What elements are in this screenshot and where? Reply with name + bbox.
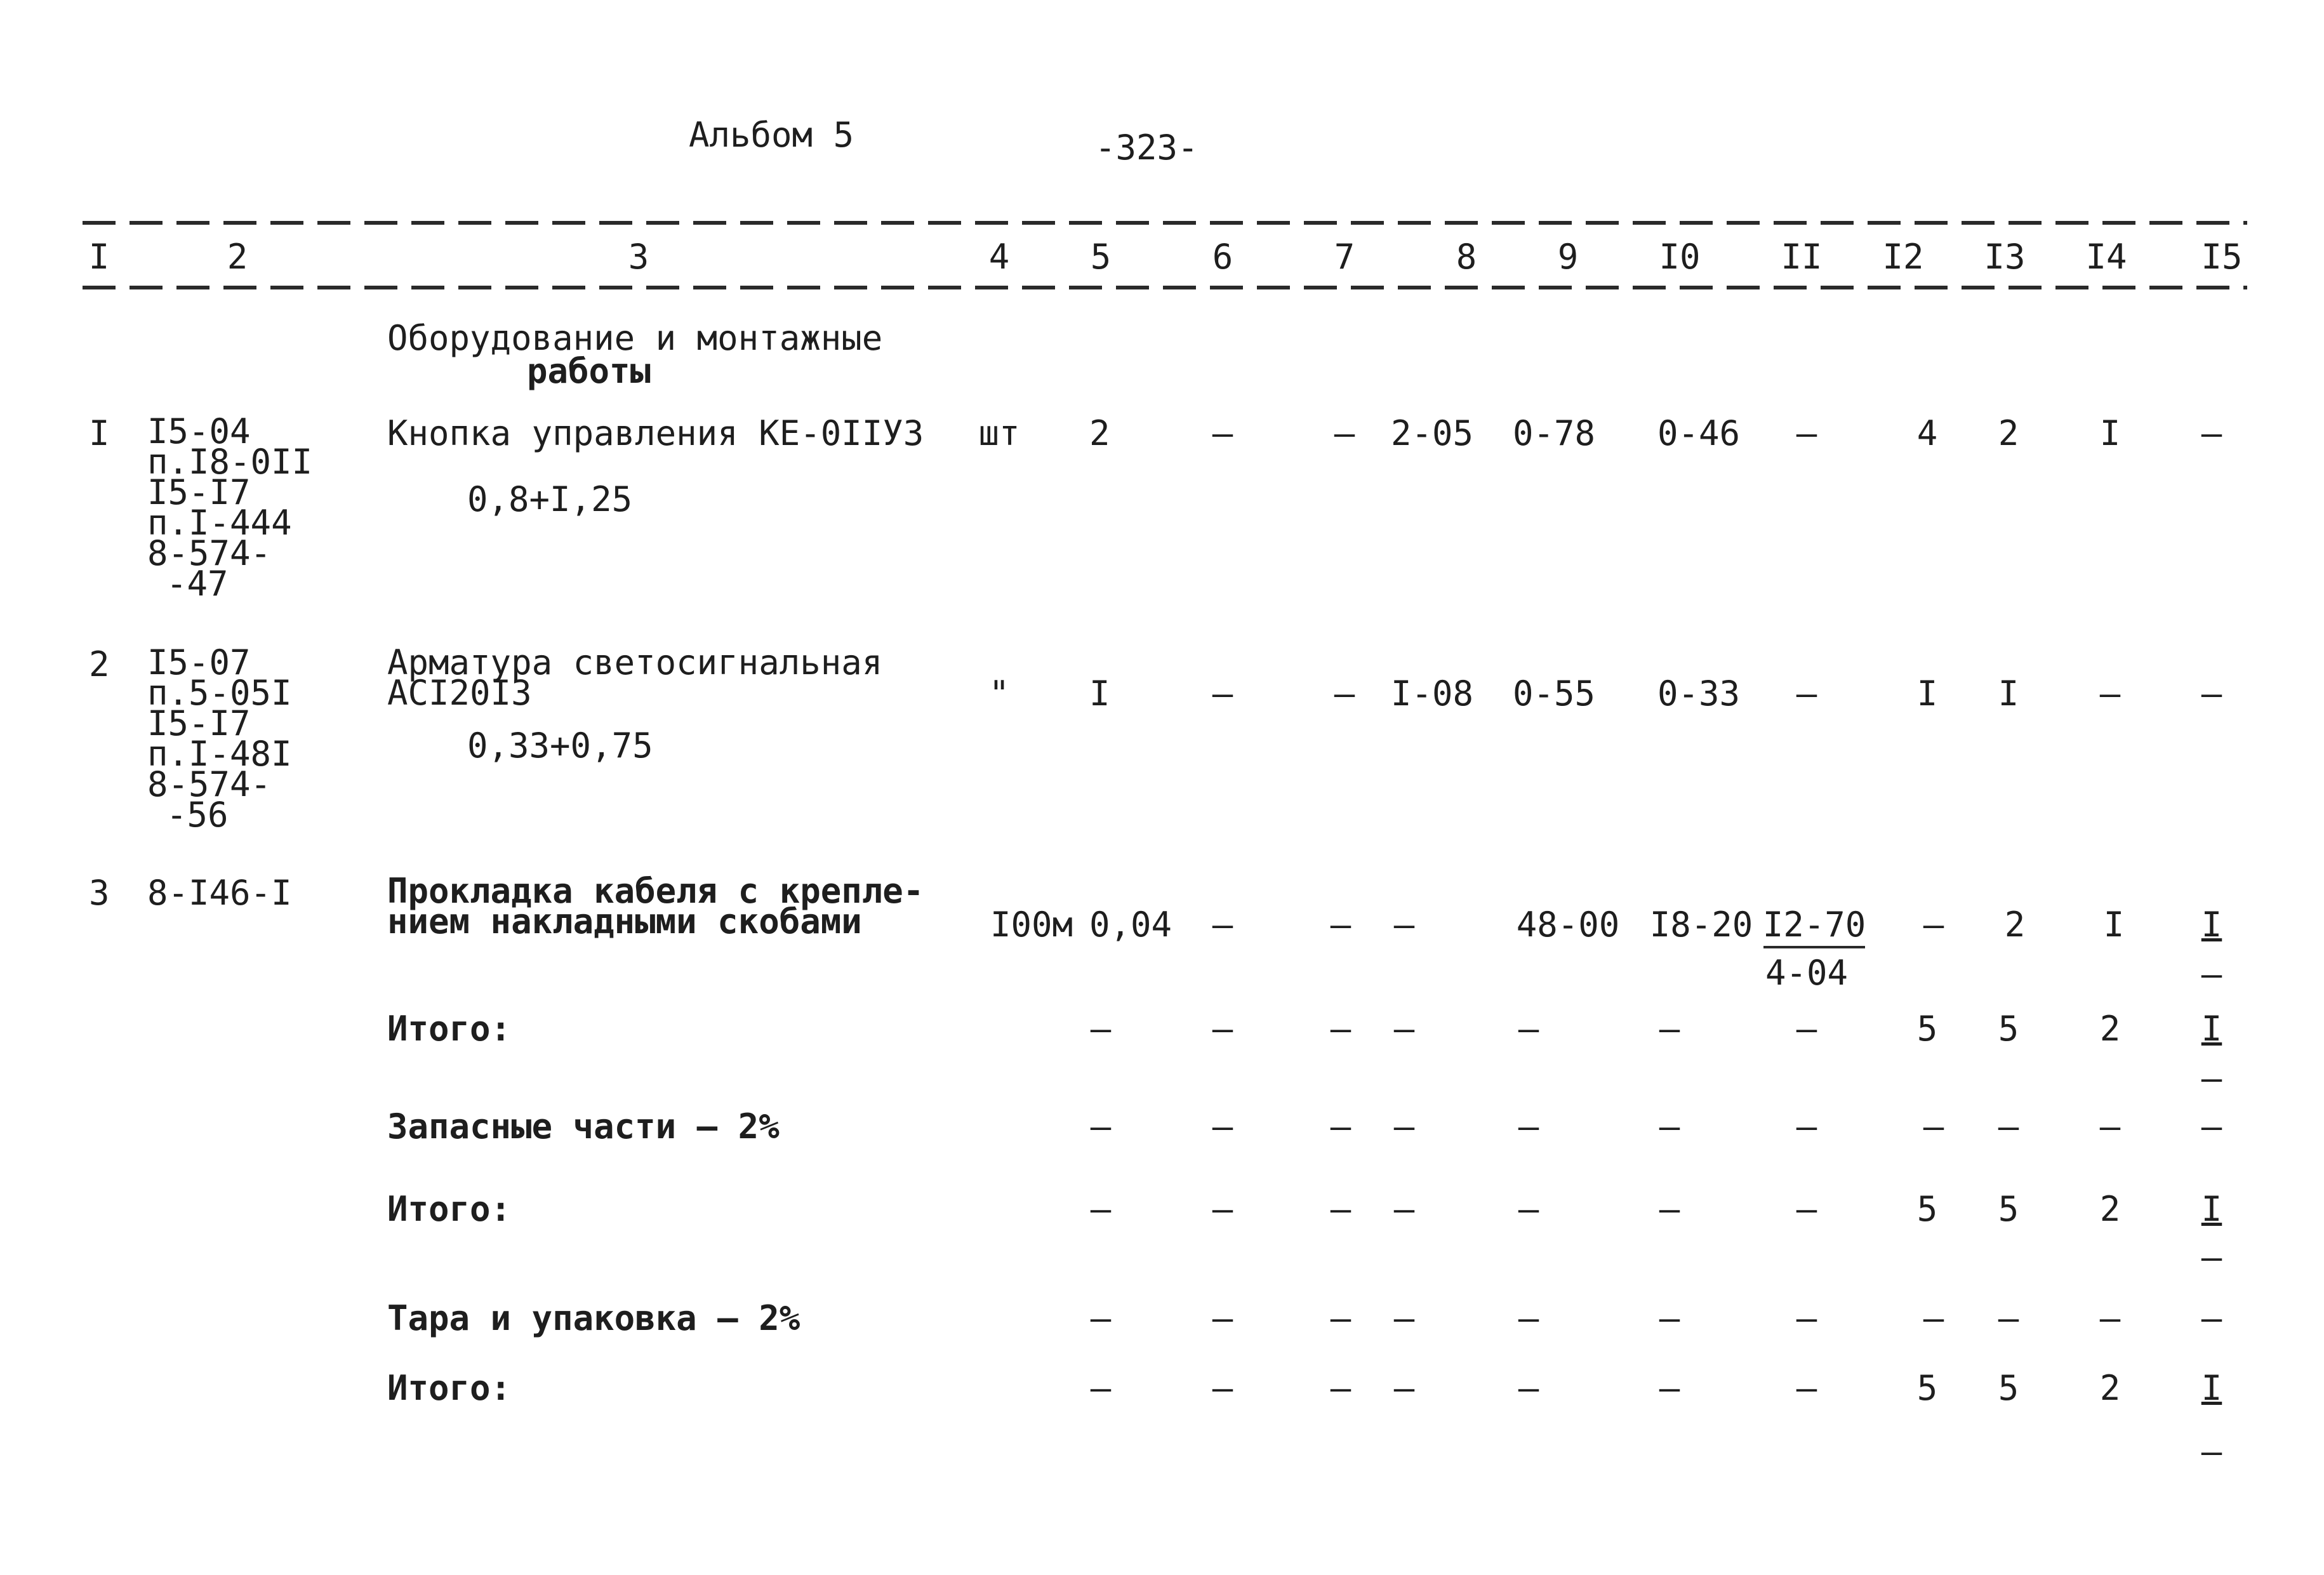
cell-c9: 0-55 <box>1512 674 1596 714</box>
cell-c7b: – <box>1393 1189 1415 1229</box>
cell-c13: 2 <box>2004 905 2026 945</box>
col-header-12: I2 <box>1882 237 1924 277</box>
name-line: нием накладными скобами <box>387 901 862 941</box>
cell-c6: – <box>1212 905 1233 945</box>
cell-c8: I-08 <box>1390 674 1474 714</box>
cell-c14: I <box>2103 905 2125 945</box>
cell-c11: – <box>1796 674 1817 714</box>
cell-c7b: – <box>1393 1009 1415 1049</box>
col-header-1: I <box>88 237 110 277</box>
cell-c7: – <box>1334 674 1355 714</box>
cell-c15-bottom: – <box>2201 1237 2222 1277</box>
col-header-10: I0 <box>1659 237 1701 277</box>
item-qty: 2 <box>1089 413 1110 453</box>
item-qty: 0,04 <box>1089 905 1172 945</box>
col-header-14: I4 <box>2085 237 2127 277</box>
item-unit: " <box>988 674 1010 714</box>
cell-c11: – <box>1796 1189 1817 1229</box>
cell-c7b: – <box>1393 1368 1415 1408</box>
album-label: Альбом 5 <box>689 115 854 155</box>
cell-c11: – <box>1796 1106 1817 1146</box>
cell-c9: – <box>1518 1189 1539 1229</box>
item-name <box>387 642 883 713</box>
cell-c11: – <box>1796 1298 1817 1338</box>
cell-c13: 2 <box>1998 413 2019 453</box>
cell-c6: – <box>1212 1009 1233 1049</box>
cell-c13: 5 <box>1998 1368 2019 1408</box>
cell-c14: I <box>2099 413 2121 453</box>
cell-c9: 48-00 <box>1516 905 1620 945</box>
item-name: Кнопка управления КЕ-0IIУ3 <box>387 413 924 453</box>
code-line: I5-07 <box>147 642 251 682</box>
cell-c8: 2-05 <box>1390 413 1474 453</box>
item-codes <box>147 642 292 835</box>
cell-c15: – <box>2201 1106 2222 1146</box>
name-line: Прокладка кабеля с крепле- <box>387 871 924 911</box>
cell-c15-top: I <box>2201 905 2222 945</box>
cell-c7a: – <box>1330 1189 1351 1229</box>
item-number: 2 <box>89 644 110 684</box>
cell-c14: – <box>2099 674 2121 714</box>
cell-c5: – <box>1090 1298 1112 1338</box>
cell-c14: 2 <box>2099 1189 2121 1229</box>
col-header-5: 5 <box>1090 237 1112 277</box>
cell-c13: – <box>1998 1106 2019 1146</box>
cell-c12: – <box>1923 1106 1944 1146</box>
item-codes <box>147 411 313 604</box>
page-number: -323- <box>1095 128 1199 168</box>
item-unit: шт <box>978 413 1020 453</box>
cell-c14: – <box>2099 1106 2121 1146</box>
cell-c10: – <box>1659 1189 1680 1229</box>
name-line: АСI20I3 <box>387 673 532 713</box>
col-header-13: I3 <box>1984 237 2026 277</box>
code-line: I5-I7 <box>147 703 251 743</box>
cell-c7a: – <box>1330 1368 1351 1408</box>
code-line: п.5-05I <box>147 673 292 713</box>
cell-c5: – <box>1090 1189 1112 1229</box>
name-line: Арматура светосигнальная <box>387 642 883 682</box>
cell-c6: – <box>1212 1106 1233 1146</box>
cell-c15-top: I <box>2201 1368 2222 1408</box>
item-param: 0,8+I,25 <box>467 479 633 519</box>
cell-c9: 0-78 <box>1512 413 1596 453</box>
cell-c5: – <box>1090 1009 1112 1049</box>
cell-c6: – <box>1212 674 1233 714</box>
col-header-2: 2 <box>227 237 248 277</box>
code-line: -56 <box>166 795 229 835</box>
cell-c12: 5 <box>1916 1368 1938 1408</box>
code-line: -47 <box>166 564 229 604</box>
summary-label: Итого: <box>387 1189 512 1229</box>
cell-c10: – <box>1659 1009 1680 1049</box>
header-rule-bottom <box>83 286 2247 289</box>
cell-c7: – <box>1334 413 1355 453</box>
cell-c13: 5 <box>1998 1009 2019 1049</box>
cell-c13: – <box>1998 1298 2019 1338</box>
cell-c10: I8-20 <box>1649 905 1753 945</box>
cell-c10: – <box>1659 1298 1680 1338</box>
item-codes: 8-I46-I <box>147 873 292 913</box>
col-header-11: II <box>1781 237 1823 277</box>
cell-c15: – <box>2201 413 2222 453</box>
cell-c12: 4 <box>1916 413 1938 453</box>
cell-c5: – <box>1090 1106 1112 1146</box>
cell-c11-bottom: 4-04 <box>1765 953 1849 993</box>
cell-c7a: – <box>1330 1106 1351 1146</box>
cell-c15: – <box>2201 674 2222 714</box>
cell-c11-top: I2-70 <box>1762 905 1866 945</box>
cell-c12: 5 <box>1916 1189 1938 1229</box>
cell-c12: – <box>1923 905 1944 945</box>
cell-c9: – <box>1518 1106 1539 1146</box>
cell-c12: I <box>1916 674 1938 714</box>
item-unit: I00м <box>990 905 1073 945</box>
cell-c15-bottom: – <box>2201 1058 2222 1098</box>
cell-c15-top: I <box>2201 1189 2222 1229</box>
col-header-9: 9 <box>1557 237 1579 277</box>
cell-c6: – <box>1212 1189 1233 1229</box>
header-rule-top <box>83 221 2247 225</box>
cell-c14: 2 <box>2099 1009 2121 1049</box>
item-number: 3 <box>89 873 110 913</box>
cell-c12: – <box>1923 1298 1944 1338</box>
cell-c11: – <box>1796 1368 1817 1408</box>
col-header-15: I5 <box>2201 237 2243 277</box>
code-line: 8-574- <box>147 764 272 804</box>
item-param: 0,33+0,75 <box>467 726 653 766</box>
col-header-8: 8 <box>1456 237 1477 277</box>
cell-c9: – <box>1518 1298 1539 1338</box>
cell-c15-bottom: – <box>2201 954 2222 994</box>
cell-c14: – <box>2099 1298 2121 1338</box>
fraction-bar <box>1763 946 1865 948</box>
section-title-line1: Оборудование и монтажные <box>387 318 883 358</box>
cell-c7a: – <box>1330 1009 1351 1049</box>
cell-c7b: – <box>1393 1106 1415 1146</box>
cell-c13: 5 <box>1998 1189 2019 1229</box>
summary-label: Запасные части – 2% <box>387 1106 780 1146</box>
cell-c5: – <box>1090 1368 1112 1408</box>
cell-c12: 5 <box>1916 1009 1938 1049</box>
cell-c7b: – <box>1393 905 1415 945</box>
cell-c15: – <box>2201 1298 2222 1338</box>
code-line: п.I-48I <box>147 734 292 774</box>
cell-c10: 0-46 <box>1657 413 1741 453</box>
cell-c6: – <box>1212 1298 1233 1338</box>
cell-c10: 0-33 <box>1657 674 1741 714</box>
code-line: 8-574- <box>147 533 272 573</box>
col-header-4: 4 <box>988 237 1010 277</box>
code-line: I5-I7 <box>147 472 251 512</box>
item-number: I <box>89 413 110 453</box>
cell-c15-bottom: – <box>2201 1432 2222 1472</box>
cell-c9: – <box>1518 1368 1539 1408</box>
cell-c15-top: I <box>2201 1009 2222 1049</box>
summary-label: Итого: <box>387 1009 512 1049</box>
code-line: п.I8-0II <box>147 442 313 482</box>
cell-c6: – <box>1212 1368 1233 1408</box>
cell-c10: – <box>1659 1106 1680 1146</box>
cell-c11: – <box>1796 1009 1817 1049</box>
cell-c11: – <box>1796 413 1817 453</box>
cell-c7b: – <box>1393 1298 1415 1338</box>
code-line: п.I-444 <box>147 503 292 543</box>
col-header-7: 7 <box>1334 237 1355 277</box>
cell-c14: 2 <box>2099 1368 2121 1408</box>
summary-label: Итого: <box>387 1368 512 1408</box>
section-title-line2: работы <box>527 351 651 391</box>
cell-c10: – <box>1659 1368 1680 1408</box>
cell-c9: – <box>1518 1009 1539 1049</box>
cell-c6: – <box>1212 413 1233 453</box>
cell-c13: I <box>1998 674 2019 714</box>
summary-label: Тара и упаковка – 2% <box>387 1298 800 1338</box>
item-name <box>387 871 924 941</box>
col-header-3: 3 <box>628 237 649 277</box>
code-line: I5-04 <box>147 411 251 451</box>
cell-c7a: – <box>1330 1298 1351 1338</box>
item-qty: I <box>1089 674 1110 714</box>
cell-c7a: – <box>1330 905 1351 945</box>
col-header-6: 6 <box>1212 237 1233 277</box>
